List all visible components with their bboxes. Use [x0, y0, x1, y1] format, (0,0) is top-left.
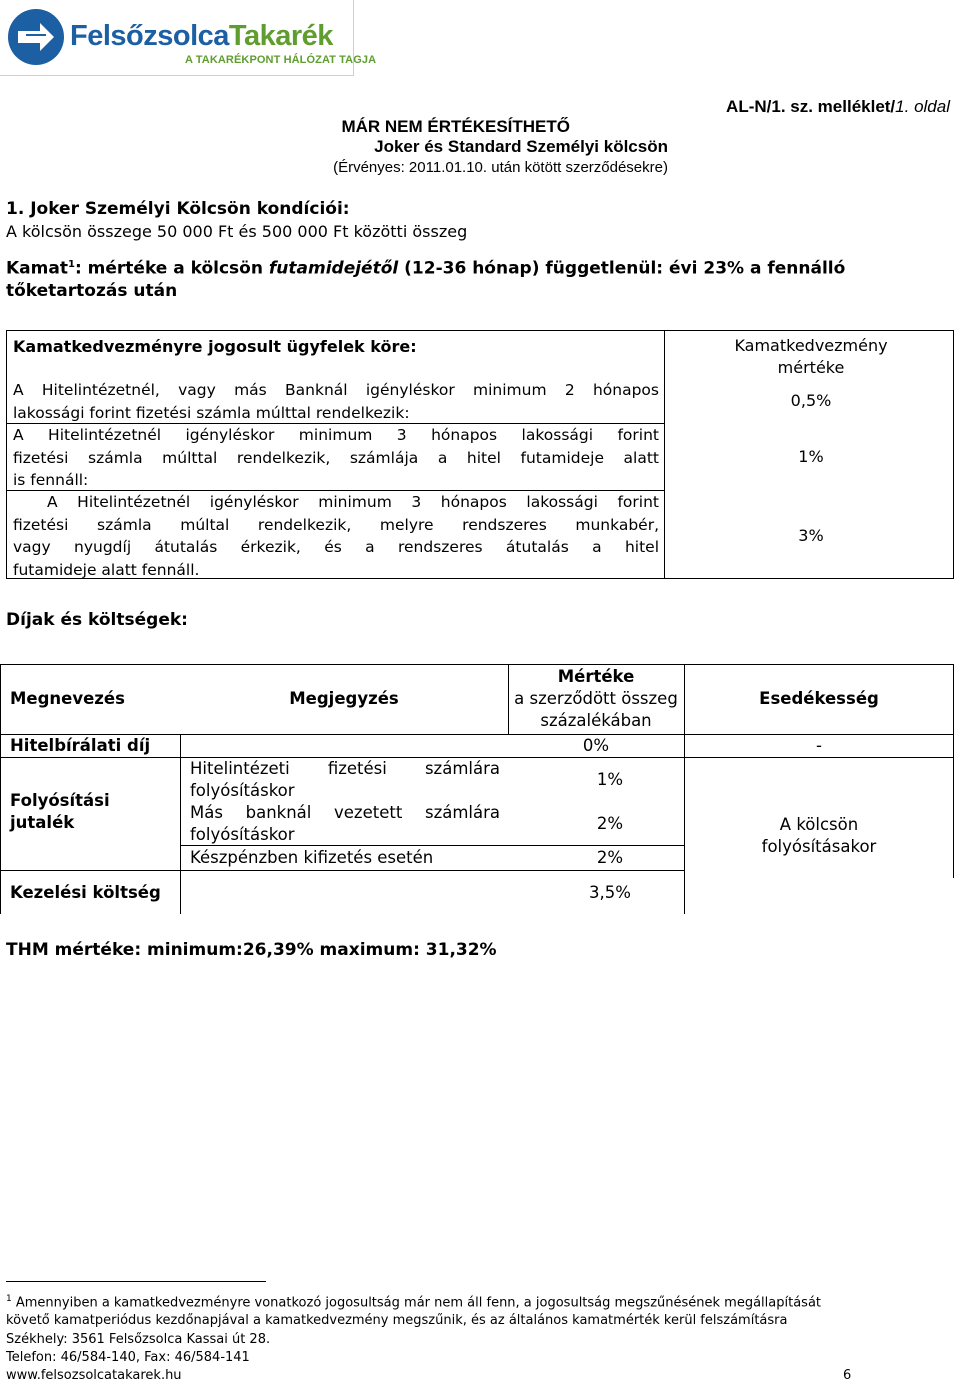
fee-rate: 1%	[596, 770, 624, 789]
kamat-rest: (12-36 hónap) függetlenül: évi 23% a fennálló	[398, 258, 846, 279]
fee-rate: 2%	[596, 814, 624, 833]
footnote-number: 1	[6, 1294, 12, 1304]
discount-row-line: fizetési számla múltal rendelkezik, melyre rendszeres munkabér,	[13, 515, 659, 534]
table-border	[180, 734, 181, 914]
kamat-prefix: Kamat	[6, 258, 68, 279]
fee-name: Kezelési költség	[10, 883, 161, 902]
kamat-italic: futamidejétől	[268, 258, 399, 279]
annex-page: 1. oldal	[895, 97, 950, 116]
fee-rate: 2%	[596, 848, 624, 867]
col-header-due: Esedékesség	[759, 689, 879, 708]
kamat-line2: tőketartozás után	[6, 280, 178, 301]
discount-row-line: A Hitelintézetnél, vagy más Banknál igényléskor minimum 2 hónapos	[13, 381, 659, 399]
discount-row	[13, 424, 659, 492]
header-product: Joker és Standard Személyi kölcsön	[374, 137, 668, 156]
discount-row-line: is fennáll:	[13, 471, 89, 489]
discount-row-line: A Hitelintézetnél igényléskor minimum 3 hónapos lakossági forint	[47, 493, 659, 511]
fee-note: Készpénzben kifizetés esetén	[190, 848, 434, 867]
fee-due: -	[816, 736, 822, 755]
fee-note-line: Hitelintézeti fizetési számlára	[190, 759, 500, 778]
logo-name-part2: Takarék	[228, 20, 333, 52]
thm-text: THM mértéke: minimum:26,39% maximum: 31,32%	[6, 940, 497, 960]
bank-logo	[0, 0, 377, 76]
section-title: 1. Joker Személyi Kölcsön kondíciói:	[6, 199, 350, 219]
fee-note-line: folyósításkor	[190, 825, 295, 844]
discount-row-line: fizetési számla múlttal rendelkezik, számlája a hitel futamideje alatt	[13, 448, 659, 467]
discount-table	[6, 330, 954, 579]
fee-name-line: jutalék	[10, 813, 75, 832]
col-header-rate-1: Mértéke	[557, 667, 635, 686]
fee-rate: 0%	[582, 736, 610, 755]
fee-rate: 3,5%	[589, 883, 631, 902]
fee-due-line: A kölcsön	[779, 815, 859, 834]
table-border	[0, 870, 684, 871]
col-header-rate-3: százalékában	[540, 711, 652, 730]
footer-address: Székhely: 3561 Felsőzsolca Kassai út 28.	[6, 1332, 271, 1347]
discount-rate-header-2: mértéke	[777, 358, 845, 377]
discount-row	[13, 491, 659, 581]
fee-note	[190, 758, 500, 802]
discount-value: 3%	[798, 526, 824, 545]
annex-label	[726, 97, 950, 117]
logo-emblem-icon	[8, 9, 64, 65]
footnote-rule	[6, 1281, 266, 1282]
footnote-ref: 1	[67, 259, 75, 270]
footer-website[interactable]: www.felsozsolcatakarek.hu	[6, 1368, 182, 1383]
discount-value: 1%	[798, 447, 824, 466]
table-border	[0, 664, 1, 914]
discount-row-line: A Hitelintézetnél igényléskor minimum 3 hónapos lakossági forint	[13, 426, 659, 444]
col-header-name: Megnevezés	[10, 689, 125, 708]
discount-criteria-header: Kamatkedvezményre jogosult ügyfelek köre:	[13, 337, 417, 356]
col-header-note: Megjegyzés	[289, 689, 399, 708]
fee-note-line: folyósításkor	[190, 781, 295, 800]
fees-table	[0, 664, 954, 914]
discount-rate-header	[669, 335, 953, 379]
fee-note	[190, 802, 500, 846]
discount-rate-header-1: Kamatkedvezmény	[734, 336, 888, 355]
footnote-line: követő kamatperiódus kezdőnapjával a kamatkedvezmény megszűnik, és az általános kamatmérték kerül felszámításra	[6, 1313, 788, 1328]
fee-due	[684, 814, 954, 858]
footnote	[6, 1294, 821, 1310]
logo-name-part1: Felsőzsolca	[70, 20, 229, 52]
discount-row	[13, 379, 659, 424]
header-validity: (Érvényes: 2011.01.10. után kötött szerződésekre)	[333, 159, 668, 176]
loan-amount-text: A kölcsön összege 50 000 Ft és 500 000 Ft közötti összeg	[6, 222, 468, 241]
discount-row-line: lakossági forint fizetési számla múlttal rendelkezik:	[13, 403, 410, 422]
table-border	[0, 664, 954, 665]
fee-name: Hitelbírálati díj	[10, 736, 151, 755]
col-header-rate	[508, 666, 684, 732]
kamat-mid: : mértéke a kölcsön	[74, 258, 269, 279]
logo-tagline: A TAKARÉKPONT HÁLÓZAT TAGJA	[185, 54, 377, 66]
footnote-line: Amennyiben a kamatkedvezményre vonatkozó jogosultság már nem áll fenn, a jogosultság megszűnésének megállapítását	[11, 1295, 822, 1311]
header-status: MÁR NEM ÉRTÉKESÍTHETŐ	[341, 117, 570, 136]
interest-rate-text	[6, 254, 845, 302]
page-number: 6	[843, 1368, 852, 1383]
fees-title: Díjak és költségek:	[6, 610, 188, 630]
footer-phone: Telefon: 46/584-140, Fax: 46/584-141	[6, 1350, 250, 1365]
table-border	[684, 757, 954, 758]
fee-note-line: Más banknál vezetett számlára	[190, 803, 500, 822]
fee-name-line: Folyósítási	[10, 791, 110, 810]
logo-name	[70, 20, 333, 53]
discount-row-line: futamideje alatt fennáll.	[13, 560, 200, 579]
fee-due-line: folyósításakor	[761, 837, 877, 856]
col-header-rate-2: a szerződött összeg	[514, 689, 678, 708]
fee-name	[10, 790, 110, 834]
discount-value: 0,5%	[790, 391, 832, 410]
discount-row-line: vagy nyugdíj átutalás érkezik, és a rendszeres átutalás a hitel	[13, 538, 659, 556]
annex-number: AL-N/1. sz. melléklet/	[726, 97, 896, 116]
